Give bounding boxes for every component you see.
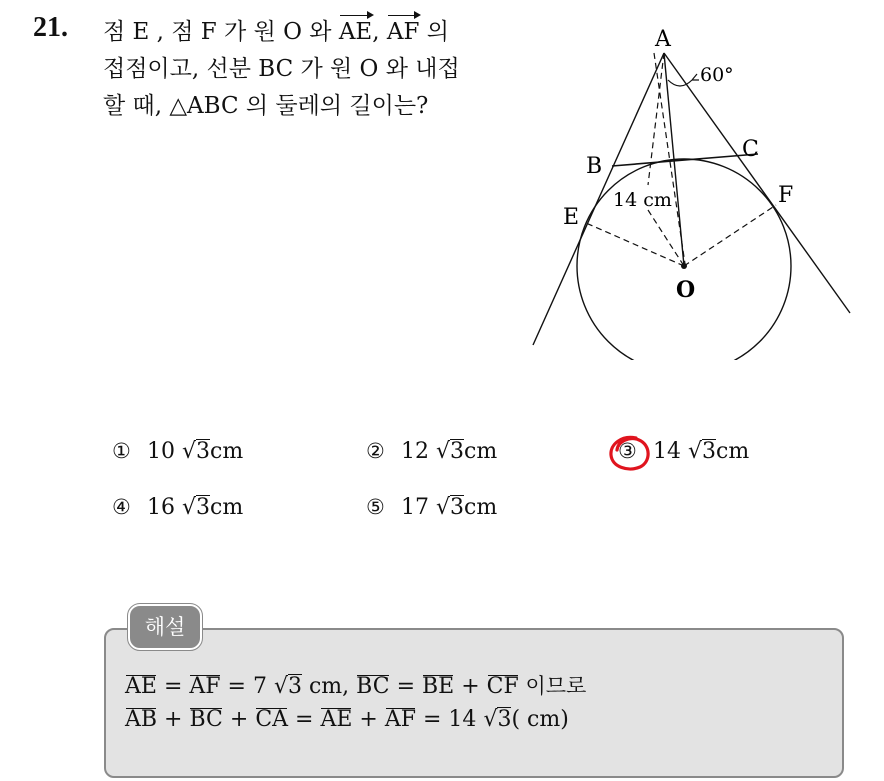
- choice-radicand: 3: [450, 439, 465, 464]
- choice-coef: 12: [401, 439, 429, 464]
- sol-text: +: [352, 707, 385, 732]
- sol-text: =: [389, 674, 422, 699]
- sol-text: +: [157, 707, 190, 732]
- choice-radicand: 3: [196, 495, 211, 520]
- choice-mark: ②: [366, 439, 385, 463]
- question-line-1: [103, 14, 513, 51]
- dashed-e-o: [648, 210, 684, 266]
- question-line-3: 할 때, △ABC 의 둘레의 길이는?: [103, 93, 429, 119]
- label-a: A: [655, 27, 671, 52]
- choice-radicand: 3: [450, 495, 465, 520]
- choice-coef: 10: [147, 439, 175, 464]
- seg: AF: [189, 674, 221, 699]
- seg: AF: [384, 707, 417, 732]
- label-angle: 60°: [700, 64, 734, 86]
- choice-mark: ⑤: [366, 495, 385, 519]
- seg: AE: [125, 674, 157, 699]
- choice-unit: cm: [464, 439, 498, 464]
- seg: AE: [320, 707, 353, 732]
- solution-box: [104, 628, 844, 778]
- label-e: E: [563, 205, 580, 230]
- sol-text: 이므로: [518, 674, 587, 698]
- sqrt-icon: √: [182, 439, 197, 464]
- sol-text: +: [222, 707, 256, 732]
- question-text: [103, 14, 513, 125]
- segment-af: AF: [387, 14, 420, 51]
- choice-mark: ①: [112, 439, 131, 463]
- seg: BC: [189, 707, 223, 732]
- sol-text: +: [454, 674, 487, 699]
- segment-ae: AE: [339, 14, 372, 51]
- question-text-part: 점 E , 점 F 가 원 O 와: [103, 19, 339, 45]
- question-text-part: 의: [419, 19, 449, 45]
- choice-2[interactable]: [366, 439, 497, 464]
- sol-text: cm,: [301, 674, 357, 699]
- segment-bc: [612, 154, 758, 166]
- choice-1[interactable]: [112, 439, 243, 464]
- choice-unit: cm: [464, 495, 498, 520]
- sqrt-icon: √: [436, 439, 451, 464]
- sol-radicand: 3: [497, 707, 512, 732]
- sol-text: = 14: [416, 707, 484, 732]
- question-text-part: ,: [372, 19, 387, 45]
- seg: BC: [356, 674, 390, 699]
- radius-oe: [586, 223, 684, 266]
- label-f: F: [778, 183, 794, 208]
- sol-text: ( cm): [511, 707, 569, 732]
- center-point: [681, 263, 687, 269]
- label-length: 14 cm: [613, 189, 672, 211]
- sqrt-icon: √: [182, 495, 197, 520]
- angle-arc: [668, 80, 692, 86]
- choice-5[interactable]: [366, 495, 497, 520]
- sol-text: =: [156, 674, 190, 699]
- sol-text: = 7: [220, 674, 274, 699]
- tangent-line-right: [664, 53, 850, 313]
- question-line-2: 접점이고, 선분 BC 가 원 O 와 내접: [103, 56, 460, 82]
- choice-unit: cm: [210, 495, 244, 520]
- seg: CA: [255, 707, 289, 732]
- choice-radicand: 3: [702, 439, 717, 464]
- choice-coef: 14: [653, 439, 681, 464]
- label-o: O: [676, 277, 696, 303]
- solution-line-1: [125, 670, 586, 700]
- seg: AB: [125, 707, 158, 732]
- solution-tag: 해설: [128, 604, 202, 650]
- radius-of: [684, 205, 776, 266]
- choice-mark: ③: [618, 439, 637, 463]
- choice-coef: 16: [147, 495, 175, 520]
- sol-radicand: 3: [287, 674, 302, 699]
- choice-unit: cm: [210, 439, 244, 464]
- choice-4[interactable]: [112, 495, 243, 520]
- label-b: B: [586, 154, 603, 179]
- angle-arrow: [692, 74, 699, 80]
- answer-circle-mark-icon: [606, 432, 656, 476]
- seg: BE: [422, 674, 455, 699]
- choice-unit: cm: [716, 439, 750, 464]
- seg: CF: [486, 674, 519, 699]
- choice-mark: ④: [112, 495, 131, 519]
- solution-line-2: [125, 707, 569, 732]
- label-c: C: [742, 137, 759, 162]
- sol-text: =: [288, 707, 321, 732]
- choice-coef: 17: [401, 495, 429, 520]
- sqrt-icon: √: [436, 495, 451, 520]
- choice-radicand: 3: [196, 439, 211, 464]
- geometry-diagram: [520, 20, 860, 360]
- question-number: 21.: [33, 12, 68, 43]
- sqrt-icon: √: [483, 707, 498, 732]
- dashed-ae: [648, 53, 664, 185]
- sqrt-icon: √: [273, 674, 288, 699]
- sqrt-icon: √: [688, 439, 703, 464]
